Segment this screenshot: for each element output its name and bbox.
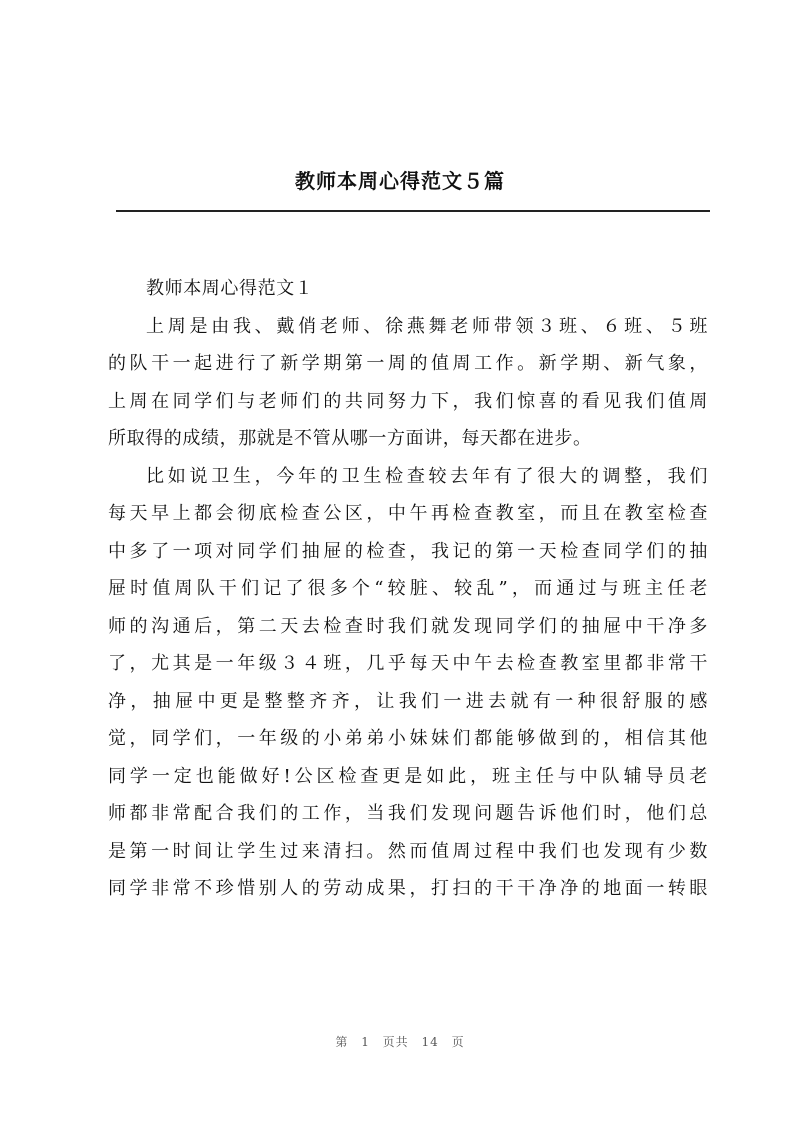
paragraph-line: 所取得的成绩，那就是不管从哪一方面讲，每天都在进步。 xyxy=(108,428,592,449)
paragraph-line: 中多了一项对同学们抽屉的检查，我记的第一天检查同学们的抽 xyxy=(108,540,708,562)
paragraph-line: 师都非常配合我们的工作，当我们发现问题告诉他们时，他们总 xyxy=(108,803,708,824)
paragraph-line: 净，抽屉中更是整整齐齐，让我们一进去就有一种很舒服的感 xyxy=(108,690,708,712)
page-footer xyxy=(0,1033,800,1050)
footer-page-suffix: 页 xyxy=(451,1035,465,1049)
paragraph-line: 上周在同学们与老师们的共同努力下，我们惊喜的看见我们值周 xyxy=(108,390,708,412)
paragraph-line: 每天早上都会彻底检查公区，中午再检查教室，而且在教室检查 xyxy=(108,503,708,524)
paragraph-line: 上周是由我、戴俏老师、徐燕舞老师带领３班、６班、５班 xyxy=(146,315,708,337)
paragraph-line: 的队干一起进行了新学期第一周的值周工作。新学期、新气象， xyxy=(108,353,708,374)
paragraph-line: 是第一时间让学生过来清扫。然而值周过程中我们也发现有少数 xyxy=(108,840,708,862)
paragraph-line: 觉，同学们，一年级的小弟弟小妹妹们都能够做到的，相信其他 xyxy=(108,728,708,749)
paragraph-line: 同学非常不珍惜别人的劳动成果，打扫的干干净净的地面一转眼 xyxy=(108,878,708,899)
paragraph-line: 比如说卫生，今年的卫生检查较去年有了很大的调整，我们 xyxy=(146,465,708,487)
footer-total-pages: 14 xyxy=(421,1035,439,1049)
document-title: 教师本周心得范文５篇 xyxy=(295,169,505,193)
paragraph-line: 屉时值周队干们记了很多个“较脏、较乱”，而通过与班主任老 xyxy=(108,578,708,599)
paragraph-line: 师的沟通后，第二天去检查时我们就发现同学们的抽屉中干净多 xyxy=(108,615,708,637)
paragraph-line: 了，尤其是一年级３４班，几乎每天中午去检查教室里都非常干 xyxy=(108,653,708,674)
document-body xyxy=(108,270,708,908)
section-heading: 教师本周心得范文１ xyxy=(146,278,314,299)
footer-page-prefix: 第 xyxy=(335,1035,349,1049)
paragraph-2 xyxy=(108,458,708,908)
paragraph-line: 同学一定也能做好!公区检查更是如此，班主任与中队辅导员老 xyxy=(108,765,708,787)
paragraph-1 xyxy=(108,308,708,458)
title-divider xyxy=(116,210,710,212)
footer-page-middle: 页共 xyxy=(382,1035,409,1049)
footer-page-number: 1 xyxy=(361,1035,370,1049)
